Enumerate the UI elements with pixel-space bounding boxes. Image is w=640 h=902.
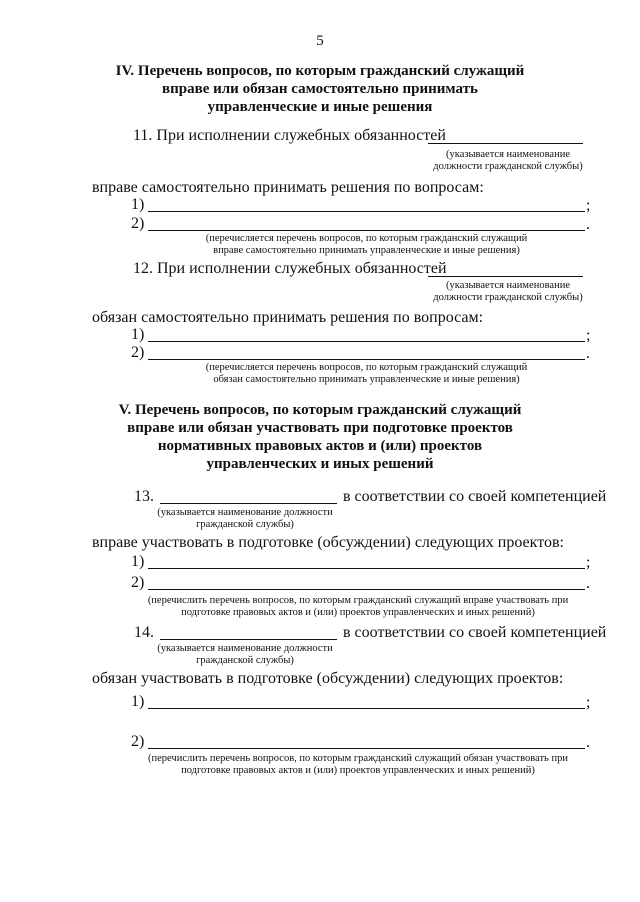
item-13-list-1-label: 1) (131, 553, 145, 570)
item-12-list-note (148, 362, 585, 386)
item-13-position-field[interactable] (160, 503, 337, 504)
item-12-text: 12. При исполнении служебных обязанностей (133, 260, 447, 277)
item-12-list-1-label: 1) (131, 326, 145, 343)
item-12-list-1-end: ; (586, 327, 591, 344)
item-14-continuation: обязан участвовать в подготовке (обсуждении) следующих проектов: (92, 670, 564, 687)
item-13-field-note (150, 507, 340, 531)
item-13-list-note (128, 595, 588, 619)
item-14-list-2-field[interactable] (148, 748, 585, 749)
item-11-list-2-field[interactable] (148, 230, 585, 231)
note-line: вправе самостоятельно принимать управленческие и иные решения) (213, 245, 520, 256)
note-line: подготовке правовых актов и (или) проектов управленческих и иных решений) (181, 607, 535, 618)
heading-line: вправе или обязан участвовать при подготовке проектов (127, 420, 513, 436)
item-14-list-2-end: . (586, 734, 590, 751)
note-line: (указывается наименование (446, 280, 570, 291)
note-line: обязан самостоятельно принимать управленческие и иные решения) (213, 374, 520, 385)
note-line: гражданской службы) (196, 519, 294, 530)
item-13-continuation: вправе участвовать в подготовке (обсуждении) следующих проектов: (92, 534, 564, 551)
item-14-number: 14. (134, 624, 154, 641)
item-13-list-2-field[interactable] (148, 589, 585, 590)
item-14-list-note (128, 753, 588, 777)
note-line: (указывается наименование должности (157, 643, 333, 654)
item-11-field-note (428, 149, 588, 173)
note-line: (указывается наименование должности (157, 507, 333, 518)
item-14-list-1-label: 1) (131, 693, 145, 710)
heading-line: IV. Перечень вопросов, по которым гражданский служащий (115, 63, 525, 79)
item-12-field-note (428, 280, 588, 304)
item-11-list-note (148, 233, 585, 257)
item-11-list-2-label: 2) (131, 215, 145, 232)
item-13-text: в соответствии со своей компетенцией (343, 488, 607, 505)
note-line: подготовке правовых актов и (или) проектов управленческих и иных решений) (181, 765, 535, 776)
section-5-heading (60, 401, 580, 473)
heading-line: вправе или обязан самостоятельно принимать (162, 81, 478, 97)
item-12-continuation: обязан самостоятельно принимать решения по вопросам: (92, 309, 484, 326)
item-13-list-1-field[interactable] (148, 568, 585, 569)
note-line: (перечислить перечень вопросов, по которым гражданский служащий обязан участвовать при (148, 753, 568, 764)
note-line: (указывается наименование (446, 149, 570, 160)
note-line: (перечисляется перечень вопросов, по которым гражданский служащий (205, 362, 528, 373)
heading-line: нормативных правовых актов и (или) проектов (157, 438, 483, 454)
item-14-list-1-end: ; (586, 694, 591, 711)
item-14-list-1-field[interactable] (148, 708, 585, 709)
heading-line: управленческих и иных решений (206, 456, 434, 472)
item-13-list-2-label: 2) (131, 574, 145, 591)
item-12-list-2-end: . (586, 345, 590, 362)
item-13-list-1-end: ; (586, 554, 591, 571)
item-11-list-1-field[interactable] (148, 211, 585, 212)
item-11-position-field[interactable] (428, 143, 583, 144)
item-13-list-2-end: . (586, 575, 590, 592)
item-11-text: 11. При исполнении служебных обязанностей (133, 127, 446, 144)
note-line: должности гражданской службы) (433, 161, 583, 172)
item-11-continuation: вправе самостоятельно принимать решения по вопросам: (92, 179, 484, 196)
item-11-list-1-label: 1) (131, 196, 145, 213)
note-line: гражданской службы) (196, 655, 294, 666)
section-4-heading (60, 62, 580, 116)
note-line: должности гражданской службы) (433, 292, 583, 303)
item-14-field-note (150, 643, 340, 667)
note-line: (перечисляется перечень вопросов, по которым гражданский служащий (205, 233, 528, 244)
note-line: (перечислить перечень вопросов, по которым гражданский служащий вправе участвовать при (147, 595, 569, 606)
item-14-position-field[interactable] (160, 639, 337, 640)
page-number: 5 (316, 33, 324, 49)
item-12-list-1-field[interactable] (148, 341, 585, 342)
item-12-position-field[interactable] (428, 276, 583, 277)
heading-line: управленческие и иные решения (207, 99, 433, 115)
heading-line: V. Перечень вопросов, по которым гражданский служащий (118, 402, 522, 418)
item-12-list-2-field[interactable] (148, 359, 585, 360)
item-14-list-2-label: 2) (131, 733, 145, 750)
item-12-list-2-label: 2) (131, 344, 145, 361)
item-14-text: в соответствии со своей компетенцией (343, 624, 607, 641)
item-11-list-2-end: . (586, 216, 590, 233)
item-13-number: 13. (134, 488, 154, 505)
item-11-list-1-end: ; (586, 197, 591, 214)
